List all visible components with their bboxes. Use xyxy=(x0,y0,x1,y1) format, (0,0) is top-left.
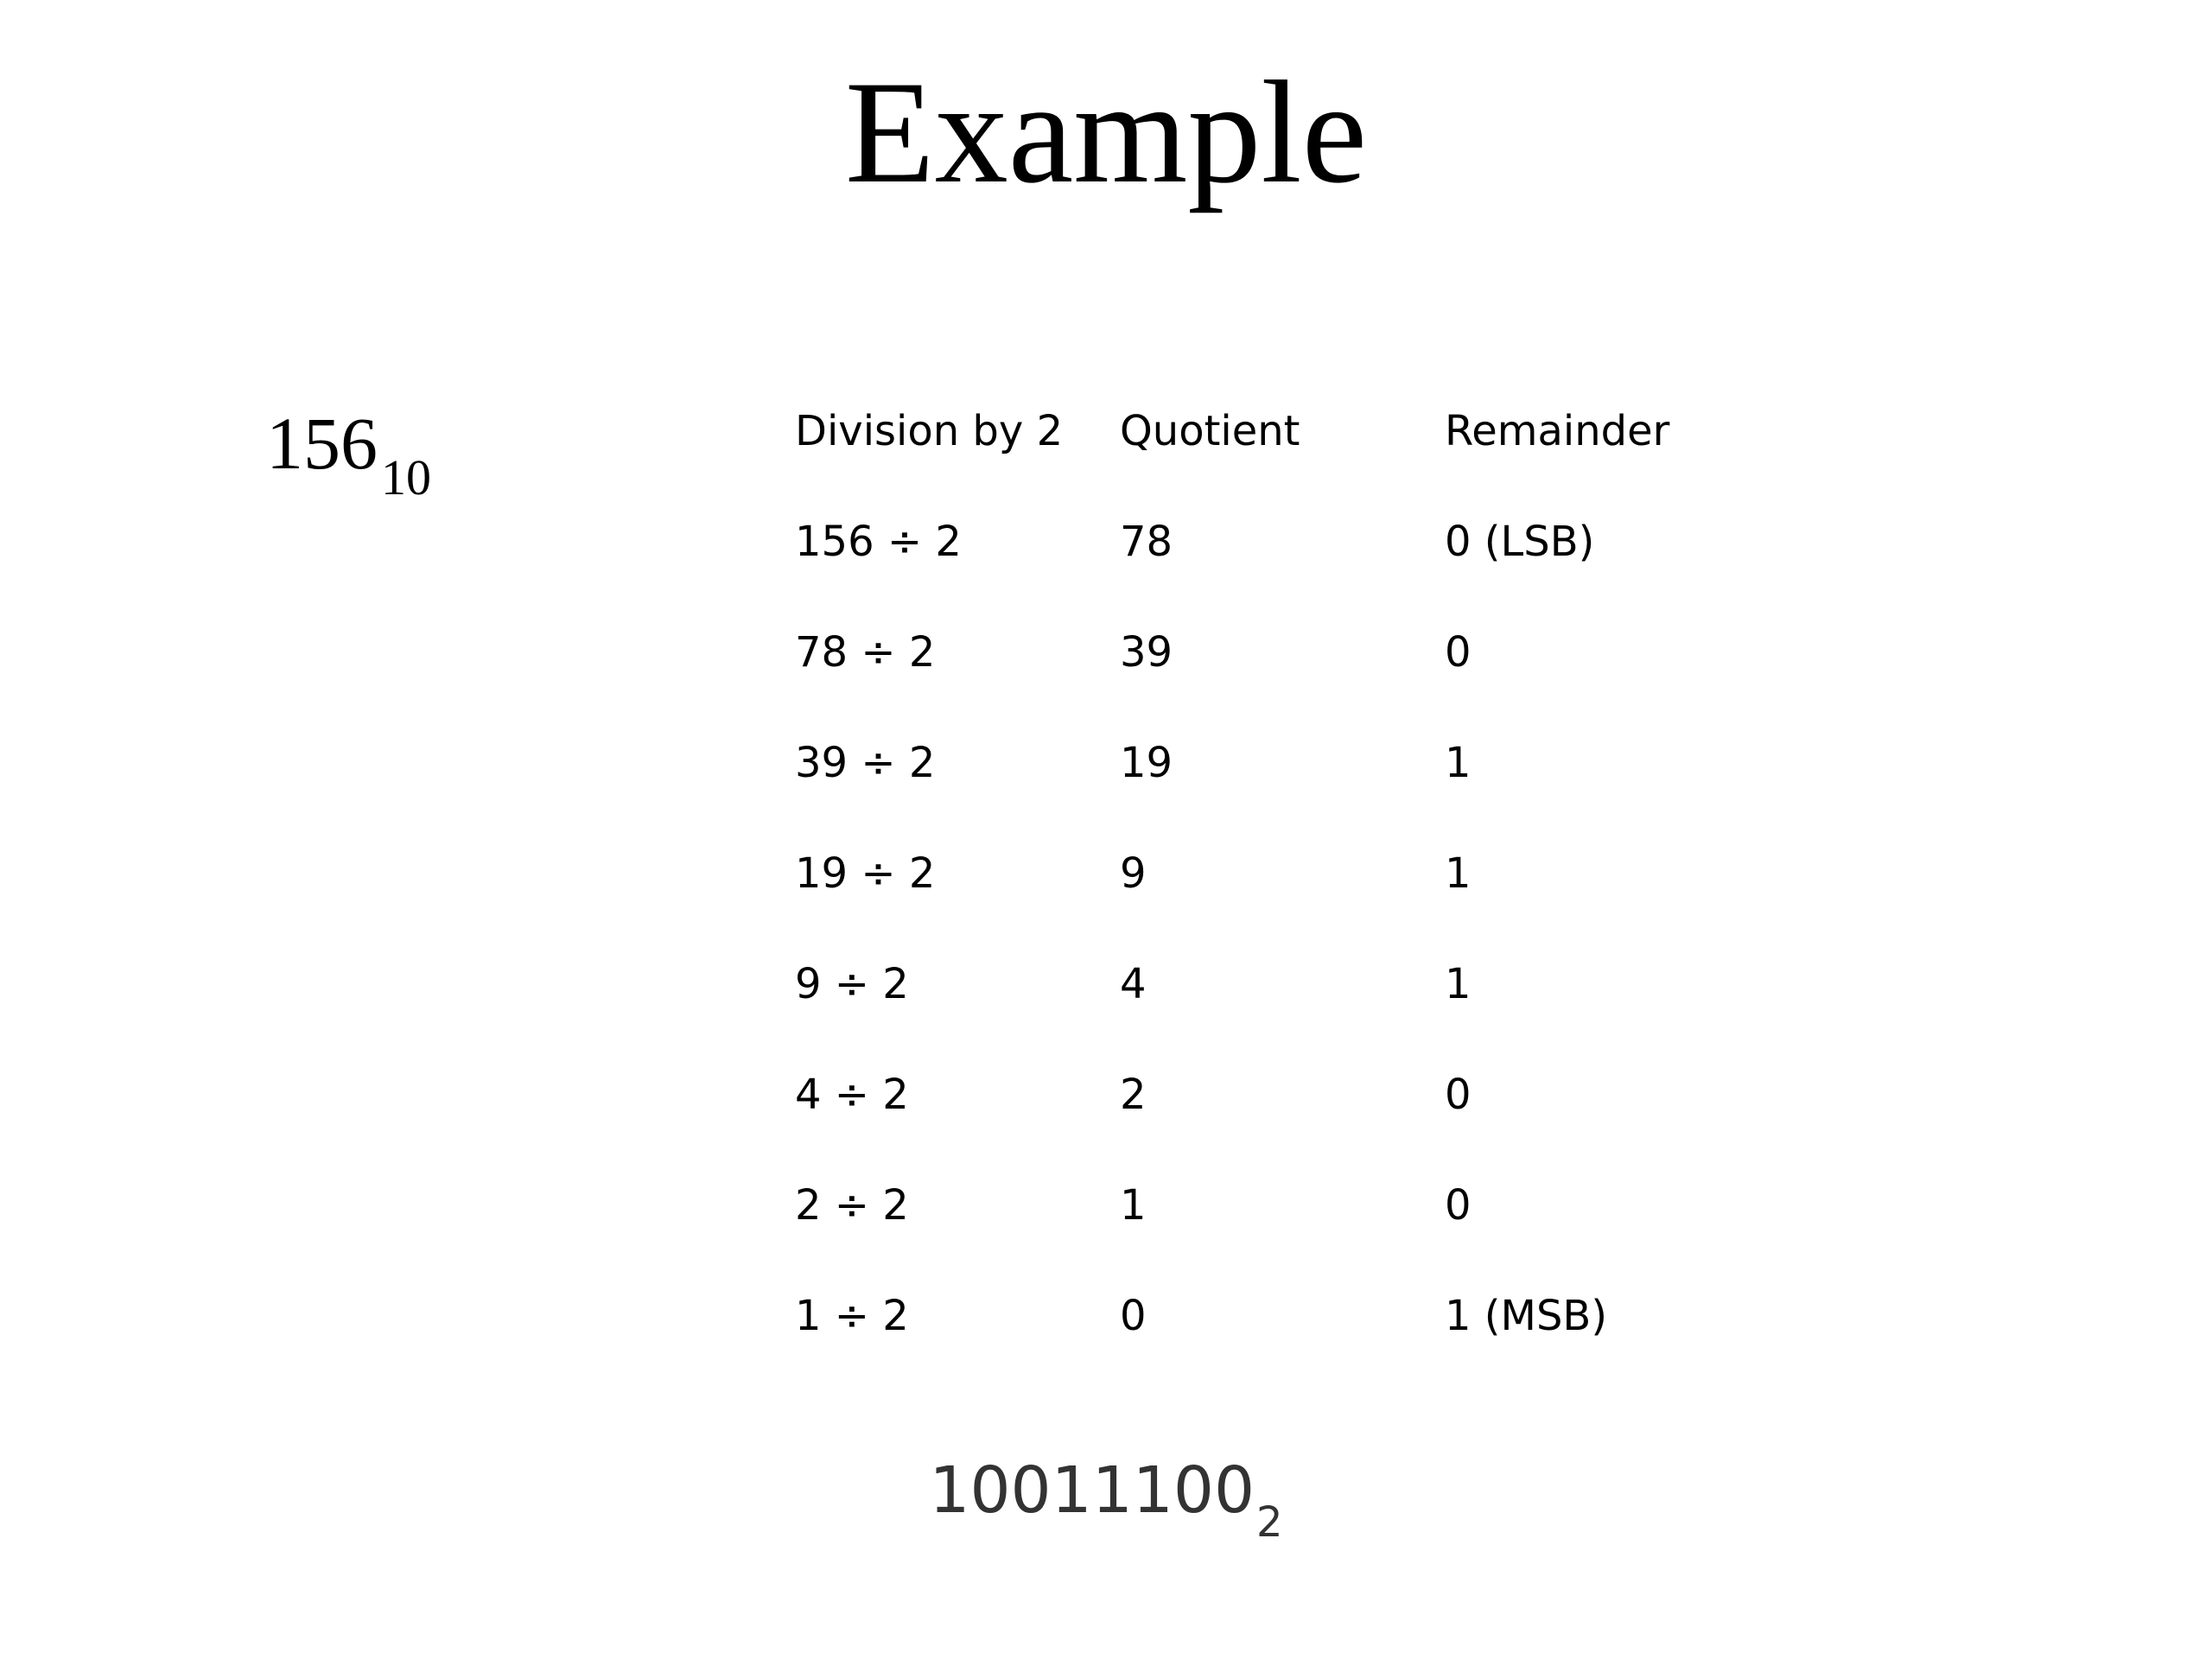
division-cell: 9 ÷ 2 xyxy=(795,960,909,1008)
decimal-base-subscript: 10 xyxy=(381,449,431,505)
quotient-cell: 0 xyxy=(1120,1292,1147,1340)
table-row xyxy=(795,1071,1790,1182)
table-header-row xyxy=(795,408,1790,518)
table-header xyxy=(795,408,1790,518)
table-row xyxy=(795,518,1790,629)
remainder-cell: 0 xyxy=(1445,628,1471,677)
remainder-cell: 0 (LSB) xyxy=(1445,518,1595,566)
quotient-cell: 78 xyxy=(1120,518,1173,566)
table-row xyxy=(795,629,1790,740)
decimal-number xyxy=(266,402,431,505)
binary-value: 10011100 xyxy=(929,1453,1255,1528)
quotient-cell: 39 xyxy=(1120,628,1173,677)
remainder-cell: 1 xyxy=(1445,849,1471,898)
table-row xyxy=(795,1182,1790,1293)
division-cell: 39 ÷ 2 xyxy=(795,739,936,787)
division-cell: 78 ÷ 2 xyxy=(795,628,936,677)
slide-title: Example xyxy=(844,51,1368,213)
division-cell: 4 ÷ 2 xyxy=(795,1071,909,1119)
division-cell: 2 ÷ 2 xyxy=(795,1181,909,1230)
division-cell: 156 ÷ 2 xyxy=(795,518,962,566)
quotient-cell: 19 xyxy=(1120,739,1173,787)
quotient-cell: 4 xyxy=(1120,960,1147,1008)
remainder-cell: 1 xyxy=(1445,960,1471,1008)
quotient-cell: 1 xyxy=(1120,1181,1147,1230)
remainder-cell: 0 xyxy=(1445,1071,1471,1119)
header-division: Division by 2 xyxy=(795,407,1064,455)
header-remainder: Remainder xyxy=(1445,407,1670,455)
table-body xyxy=(795,518,1790,1403)
table-row xyxy=(795,1293,1790,1403)
table-row xyxy=(795,740,1790,850)
remainder-cell: 1 xyxy=(1445,739,1471,787)
remainder-cell: 1 (MSB) xyxy=(1445,1292,1608,1340)
division-cell: 1 ÷ 2 xyxy=(795,1292,909,1340)
decimal-value: 156 xyxy=(266,402,378,485)
quotient-cell: 2 xyxy=(1120,1071,1147,1119)
division-table xyxy=(795,408,1790,1403)
quotient-cell: 9 xyxy=(1120,849,1147,898)
division-cell: 19 ÷ 2 xyxy=(795,849,936,898)
table-row xyxy=(795,850,1790,961)
table-row xyxy=(795,961,1790,1071)
remainder-cell: 0 xyxy=(1445,1181,1471,1230)
binary-result xyxy=(0,1453,2212,1547)
binary-base-subscript: 2 xyxy=(1256,1498,1283,1547)
header-quotient: Quotient xyxy=(1120,407,1300,455)
